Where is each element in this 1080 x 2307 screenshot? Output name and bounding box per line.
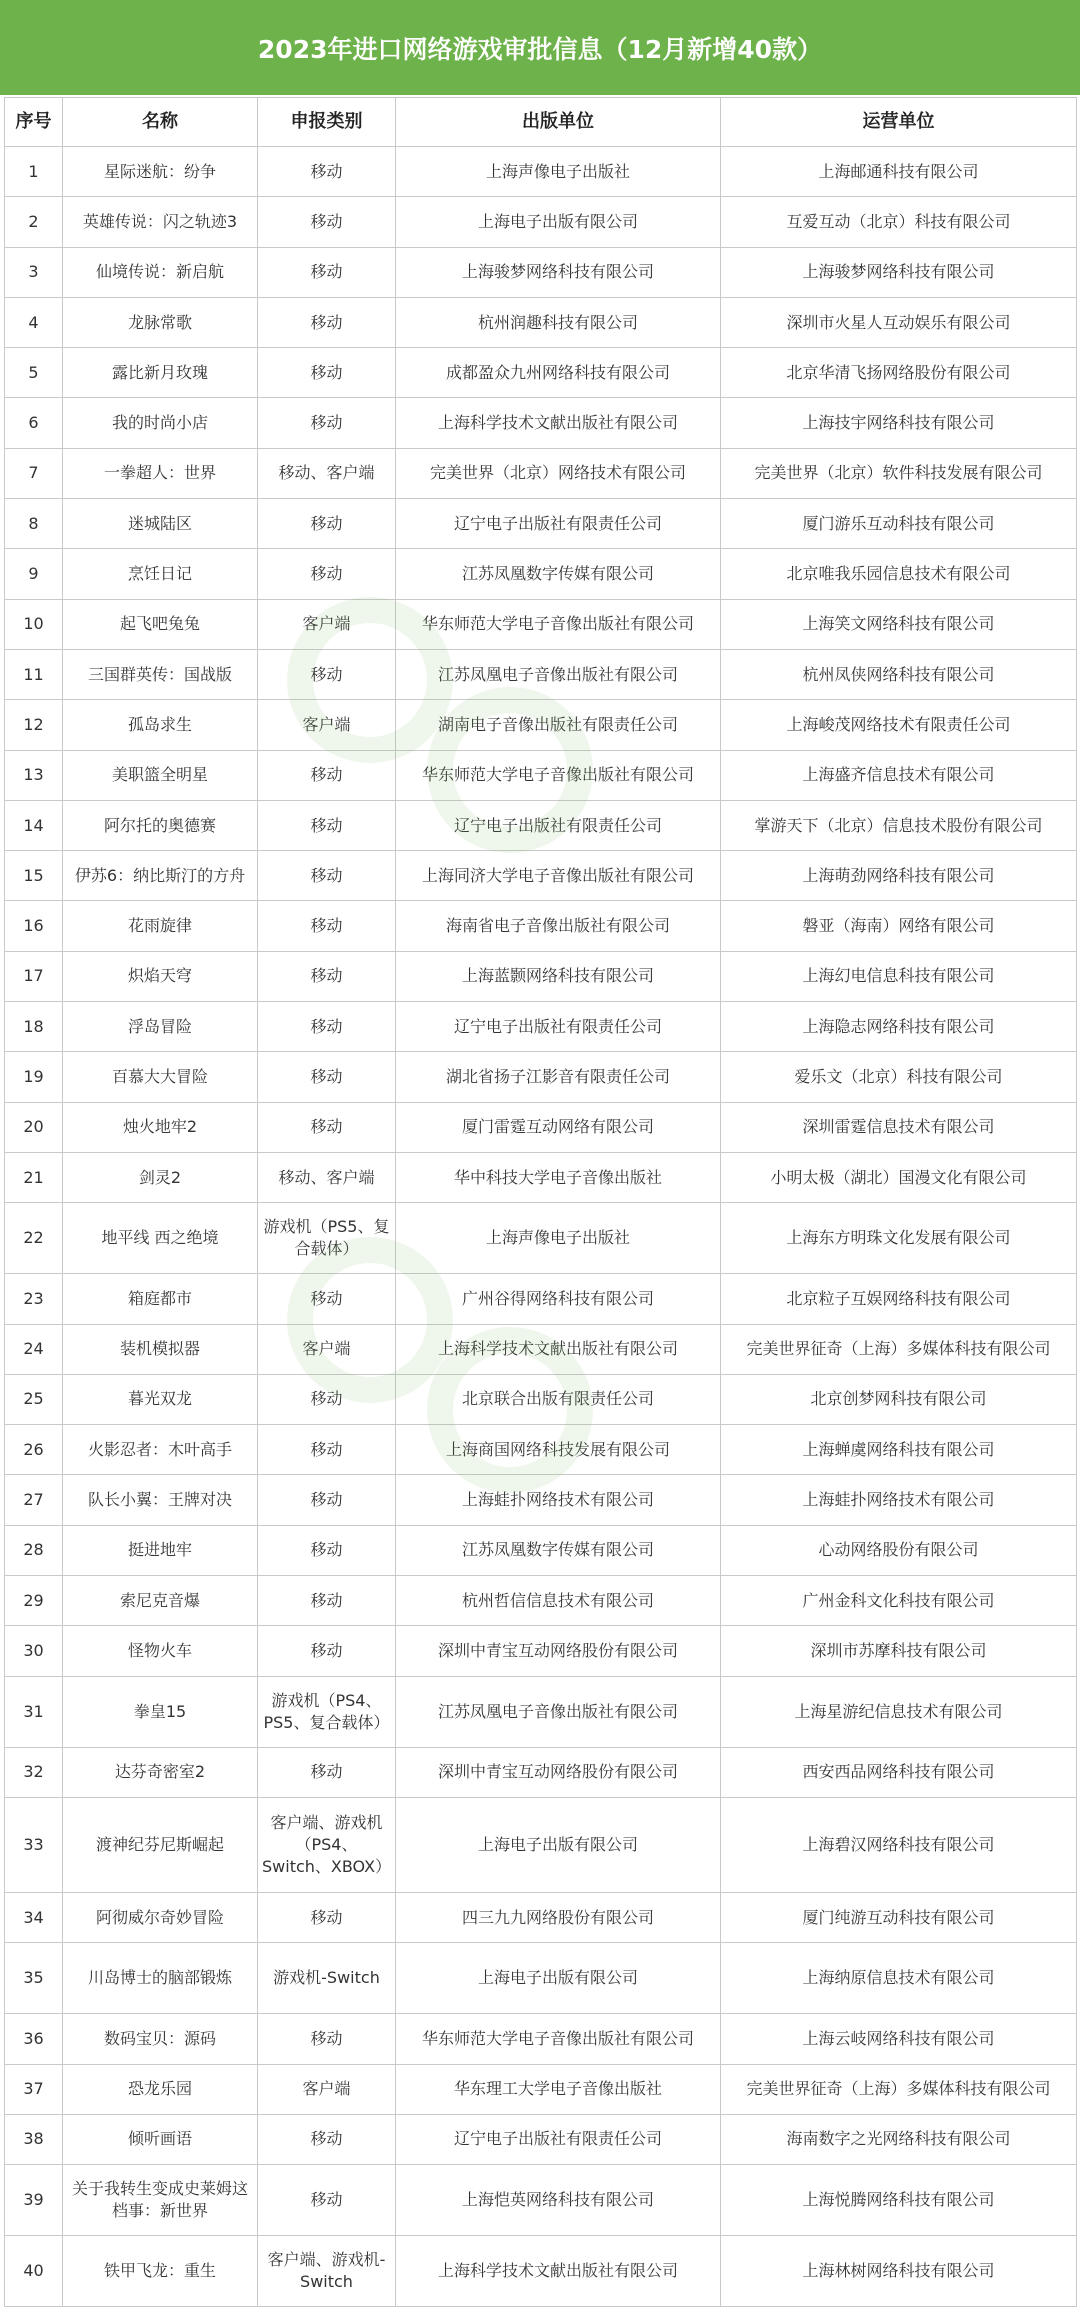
cell-operator: 海南数字之光网络科技有限公司	[721, 2114, 1077, 2164]
cell-category: 移动	[258, 297, 396, 347]
cell-name: 露比新月玫瑰	[63, 348, 258, 398]
cell-index: 30	[5, 1626, 63, 1676]
cell-category: 移动	[258, 1626, 396, 1676]
cell-operator: 上海峻茂网络技术有限责任公司	[721, 700, 1077, 750]
table-row	[5, 297, 1077, 347]
cell-category: 移动	[258, 247, 396, 297]
cell-operator: 北京华清飞扬网络股份有限公司	[721, 348, 1077, 398]
table-row	[5, 1747, 1077, 1797]
cell-publisher: 上海蓝颢网络科技有限公司	[396, 951, 721, 1001]
cell-operator: 爱乐文（北京）科技有限公司	[721, 1052, 1077, 1102]
cell-operator: 上海技宇网络科技有限公司	[721, 398, 1077, 448]
cell-category: 移动	[258, 348, 396, 398]
cell-publisher: 江苏凤凰数字传媒有限公司	[396, 549, 721, 599]
cell-operator: 上海邮通科技有限公司	[721, 147, 1077, 197]
header-category: 申报类别	[258, 98, 396, 147]
cell-operator: 上海蛙扑网络技术有限公司	[721, 1475, 1077, 1525]
cell-publisher: 广州谷得网络科技有限公司	[396, 1274, 721, 1324]
cell-operator: 上海纳原信息技术有限公司	[721, 1943, 1077, 2014]
cell-publisher: 华东理工大学电子音像出版社	[396, 2064, 721, 2114]
cell-publisher: 上海科学技术文献出版社有限公司	[396, 1324, 721, 1374]
cell-category: 移动	[258, 649, 396, 699]
cell-operator: 上海蝉虞网络科技有限公司	[721, 1425, 1077, 1475]
cell-publisher: 杭州润趣科技有限公司	[396, 297, 721, 347]
cell-operator: 小明太极（湖北）国漫文化有限公司	[721, 1152, 1077, 1202]
cell-name: 倾听画语	[63, 2114, 258, 2164]
cell-category: 移动	[258, 2014, 396, 2064]
table-body	[5, 147, 1077, 2307]
cell-name: 箱庭都市	[63, 1274, 258, 1324]
cell-publisher: 江苏凤凰电子音像出版社有限公司	[396, 649, 721, 699]
table-row	[5, 951, 1077, 1001]
table-row	[5, 1374, 1077, 1424]
cell-index: 11	[5, 649, 63, 699]
table-row	[5, 1676, 1077, 1747]
cell-publisher: 上海电子出版有限公司	[396, 1943, 721, 2014]
table-row	[5, 2236, 1077, 2307]
cell-index: 20	[5, 1102, 63, 1152]
cell-category: 客户端	[258, 1324, 396, 1374]
cell-publisher: 上海声像电子出版社	[396, 1203, 721, 1274]
table-row	[5, 851, 1077, 901]
cell-publisher: 上海声像电子出版社	[396, 147, 721, 197]
cell-publisher: 上海同济大学电子音像出版社有限公司	[396, 851, 721, 901]
table-row	[5, 700, 1077, 750]
cell-category: 移动	[258, 1475, 396, 1525]
cell-operator: 完美世界（北京）软件科技发展有限公司	[721, 448, 1077, 498]
table-row	[5, 1203, 1077, 1274]
table-row	[5, 2114, 1077, 2164]
cell-operator: 深圳市火星人互动娱乐有限公司	[721, 297, 1077, 347]
table-row	[5, 1525, 1077, 1575]
cell-index: 17	[5, 951, 63, 1001]
cell-index: 2	[5, 197, 63, 247]
cell-operator: 磐亚（海南）网络有限公司	[721, 901, 1077, 951]
cell-name: 花雨旋律	[63, 901, 258, 951]
cell-index: 5	[5, 348, 63, 398]
cell-operator: 深圳市苏摩科技有限公司	[721, 1626, 1077, 1676]
cell-operator: 上海云岐网络科技有限公司	[721, 2014, 1077, 2064]
cell-publisher: 上海科学技术文献出版社有限公司	[396, 2236, 721, 2307]
cell-operator: 完美世界征奇（上海）多媒体科技有限公司	[721, 2064, 1077, 2114]
cell-name: 地平线 西之绝境	[63, 1203, 258, 1274]
cell-publisher: 华中科技大学电子音像出版社	[396, 1152, 721, 1202]
cell-publisher: 深圳中青宝互动网络股份有限公司	[396, 1747, 721, 1797]
table-row	[5, 1274, 1077, 1324]
cell-index: 40	[5, 2236, 63, 2307]
cell-publisher: 四三九九网络股份有限公司	[396, 1892, 721, 1942]
cell-category: 移动	[258, 1525, 396, 1575]
cell-operator: 上海碧汉网络科技有限公司	[721, 1797, 1077, 1892]
cell-operator: 互爱互动（北京）科技有限公司	[721, 197, 1077, 247]
cell-category: 移动	[258, 2165, 396, 2236]
cell-name: 暮光双龙	[63, 1374, 258, 1424]
cell-name: 浮岛冒险	[63, 1002, 258, 1052]
game-approval-table	[4, 97, 1077, 2307]
header-name: 名称	[63, 98, 258, 147]
cell-name: 装机模拟器	[63, 1324, 258, 1374]
cell-index: 37	[5, 2064, 63, 2114]
cell-index: 18	[5, 1002, 63, 1052]
header-index: 序号	[5, 98, 63, 147]
cell-index: 23	[5, 1274, 63, 1324]
cell-publisher: 杭州哲信信息技术有限公司	[396, 1576, 721, 1626]
cell-publisher: 上海商国网络科技发展有限公司	[396, 1425, 721, 1475]
table-row	[5, 1475, 1077, 1525]
cell-category: 移动	[258, 1576, 396, 1626]
table-row	[5, 599, 1077, 649]
table-row	[5, 750, 1077, 800]
cell-name: 仙境传说：新启航	[63, 247, 258, 297]
cell-name: 拳皇15	[63, 1676, 258, 1747]
cell-publisher: 辽宁电子出版社有限责任公司	[396, 1002, 721, 1052]
table-row	[5, 1052, 1077, 1102]
cell-index: 26	[5, 1425, 63, 1475]
cell-index: 7	[5, 448, 63, 498]
cell-category: 游戏机-Switch	[258, 1943, 396, 2014]
cell-category: 移动	[258, 1002, 396, 1052]
cell-operator: 心动网络股份有限公司	[721, 1525, 1077, 1575]
cell-name: 百慕大大冒险	[63, 1052, 258, 1102]
cell-operator: 上海林树网络科技有限公司	[721, 2236, 1077, 2307]
cell-publisher: 华东师范大学电子音像出版社有限公司	[396, 750, 721, 800]
cell-index: 33	[5, 1797, 63, 1892]
table-row	[5, 2064, 1077, 2114]
cell-index: 39	[5, 2165, 63, 2236]
table-title: 2023年进口网络游戏审批信息（12月新增40款）	[0, 0, 1080, 97]
cell-publisher: 上海骏梦网络科技有限公司	[396, 247, 721, 297]
cell-category: 移动	[258, 750, 396, 800]
cell-name: 炽焰天穹	[63, 951, 258, 1001]
cell-index: 8	[5, 499, 63, 549]
cell-category: 游戏机（PS5、复合载体）	[258, 1203, 396, 1274]
cell-operator: 厦门纯游互动科技有限公司	[721, 1892, 1077, 1942]
cell-category: 客户端	[258, 2064, 396, 2114]
table-row	[5, 800, 1077, 850]
table-row	[5, 348, 1077, 398]
cell-name: 队长小翼：王牌对决	[63, 1475, 258, 1525]
table-row	[5, 398, 1077, 448]
cell-publisher: 上海恺英网络科技有限公司	[396, 2165, 721, 2236]
cell-name: 渡神纪芬尼斯崛起	[63, 1797, 258, 1892]
cell-name: 索尼克音爆	[63, 1576, 258, 1626]
cell-publisher: 成都盈众九州网络科技有限公司	[396, 348, 721, 398]
cell-operator: 北京创梦网科技有限公司	[721, 1374, 1077, 1424]
cell-publisher: 湖北省扬子江影音有限责任公司	[396, 1052, 721, 1102]
table-row	[5, 2014, 1077, 2064]
header-operator: 运营单位	[721, 98, 1077, 147]
cell-index: 6	[5, 398, 63, 448]
cell-index: 16	[5, 901, 63, 951]
header-row	[5, 98, 1077, 147]
cell-name: 川岛博士的脑部锻炼	[63, 1943, 258, 2014]
cell-index: 14	[5, 800, 63, 850]
cell-index: 31	[5, 1676, 63, 1747]
cell-publisher: 海南省电子音像出版社有限公司	[396, 901, 721, 951]
table-row	[5, 1324, 1077, 1374]
cell-name: 孤岛求生	[63, 700, 258, 750]
cell-category: 移动	[258, 1425, 396, 1475]
cell-publisher: 辽宁电子出版社有限责任公司	[396, 499, 721, 549]
cell-category: 移动	[258, 1102, 396, 1152]
cell-name: 三国群英传：国战版	[63, 649, 258, 699]
cell-category: 移动	[258, 1052, 396, 1102]
cell-category: 移动	[258, 398, 396, 448]
cell-name: 一拳超人：世界	[63, 448, 258, 498]
table-row	[5, 1626, 1077, 1676]
cell-index: 36	[5, 2014, 63, 2064]
table-row	[5, 649, 1077, 699]
cell-operator: 北京粒子互娱网络科技有限公司	[721, 1274, 1077, 1324]
cell-category: 移动	[258, 901, 396, 951]
cell-index: 9	[5, 549, 63, 599]
cell-publisher: 上海科学技术文献出版社有限公司	[396, 398, 721, 448]
table-row	[5, 448, 1077, 498]
cell-index: 24	[5, 1324, 63, 1374]
cell-index: 13	[5, 750, 63, 800]
table-row	[5, 1102, 1077, 1152]
cell-name: 关于我转生变成史莱姆这档事：新世界	[63, 2165, 258, 2236]
table-row	[5, 901, 1077, 951]
cell-publisher: 上海电子出版有限公司	[396, 197, 721, 247]
cell-category: 移动	[258, 1892, 396, 1942]
cell-name: 伊苏6：纳比斯汀的方舟	[63, 851, 258, 901]
cell-publisher: 上海电子出版有限公司	[396, 1797, 721, 1892]
cell-index: 15	[5, 851, 63, 901]
cell-publisher: 深圳中青宝互动网络股份有限公司	[396, 1626, 721, 1676]
cell-name: 烛火地牢2	[63, 1102, 258, 1152]
cell-name: 数码宝贝：源码	[63, 2014, 258, 2064]
cell-index: 38	[5, 2114, 63, 2164]
cell-category: 移动	[258, 499, 396, 549]
cell-category: 移动	[258, 549, 396, 599]
cell-category: 游戏机（PS4、PS5、复合载体）	[258, 1676, 396, 1747]
cell-category: 客户端、游戏机-Switch	[258, 2236, 396, 2307]
cell-name: 火影忍者：木叶高手	[63, 1425, 258, 1475]
table-row	[5, 247, 1077, 297]
cell-publisher: 湖南电子音像出版社有限责任公司	[396, 700, 721, 750]
cell-index: 1	[5, 147, 63, 197]
cell-name: 龙脉常歌	[63, 297, 258, 347]
header-publisher: 出版单位	[396, 98, 721, 147]
cell-operator: 厦门游乐互动科技有限公司	[721, 499, 1077, 549]
cell-name: 阿彻威尔奇妙冒险	[63, 1892, 258, 1942]
table-row	[5, 197, 1077, 247]
cell-index: 25	[5, 1374, 63, 1424]
cell-name: 达芬奇密室2	[63, 1747, 258, 1797]
cell-index: 35	[5, 1943, 63, 2014]
cell-index: 34	[5, 1892, 63, 1942]
cell-operator: 上海萌劲网络科技有限公司	[721, 851, 1077, 901]
table-row	[5, 2165, 1077, 2236]
cell-operator: 北京唯我乐园信息技术有限公司	[721, 549, 1077, 599]
table-row	[5, 549, 1077, 599]
cell-operator: 上海骏梦网络科技有限公司	[721, 247, 1077, 297]
cell-name: 起飞吧兔兔	[63, 599, 258, 649]
table-row	[5, 1002, 1077, 1052]
cell-index: 3	[5, 247, 63, 297]
table-row	[5, 1892, 1077, 1942]
cell-operator: 上海悦腾网络科技有限公司	[721, 2165, 1077, 2236]
cell-publisher: 辽宁电子出版社有限责任公司	[396, 800, 721, 850]
cell-index: 28	[5, 1525, 63, 1575]
cell-category: 移动	[258, 197, 396, 247]
table-row	[5, 1576, 1077, 1626]
cell-category: 移动	[258, 951, 396, 1001]
cell-publisher: 完美世界（北京）网络技术有限公司	[396, 448, 721, 498]
cell-publisher: 华东师范大学电子音像出版社有限公司	[396, 599, 721, 649]
cell-operator: 完美世界征奇（上海）多媒体科技有限公司	[721, 1324, 1077, 1374]
cell-publisher: 辽宁电子出版社有限责任公司	[396, 2114, 721, 2164]
cell-operator: 深圳雷霆信息技术有限公司	[721, 1102, 1077, 1152]
cell-category: 移动	[258, 1274, 396, 1324]
cell-operator: 西安西品网络科技有限公司	[721, 1747, 1077, 1797]
cell-category: 客户端、游戏机（PS4、Switch、XBOX）	[258, 1797, 396, 1892]
table-row	[5, 1797, 1077, 1892]
cell-category: 移动	[258, 1747, 396, 1797]
cell-operator: 上海隐志网络科技有限公司	[721, 1002, 1077, 1052]
cell-category: 移动、客户端	[258, 1152, 396, 1202]
cell-name: 挺进地牢	[63, 1525, 258, 1575]
cell-index: 12	[5, 700, 63, 750]
cell-index: 4	[5, 297, 63, 347]
cell-operator: 上海星游纪信息技术有限公司	[721, 1676, 1077, 1747]
cell-operator: 上海东方明珠文化发展有限公司	[721, 1203, 1077, 1274]
cell-category: 移动	[258, 800, 396, 850]
table-row	[5, 1425, 1077, 1475]
cell-name: 我的时尚小店	[63, 398, 258, 448]
cell-operator: 掌游天下（北京）信息技术股份有限公司	[721, 800, 1077, 850]
table-row	[5, 147, 1077, 197]
cell-name: 恐龙乐园	[63, 2064, 258, 2114]
cell-index: 22	[5, 1203, 63, 1274]
cell-category: 移动	[258, 2114, 396, 2164]
cell-publisher: 北京联合出版有限责任公司	[396, 1374, 721, 1424]
cell-name: 迷城陆区	[63, 499, 258, 549]
cell-name: 美职篮全明星	[63, 750, 258, 800]
cell-operator: 杭州凤侠网络科技有限公司	[721, 649, 1077, 699]
cell-name: 阿尔托的奥德赛	[63, 800, 258, 850]
cell-name: 铁甲飞龙：重生	[63, 2236, 258, 2307]
table-row	[5, 1152, 1077, 1202]
table-row	[5, 1943, 1077, 2014]
cell-publisher: 江苏凤凰电子音像出版社有限公司	[396, 1676, 721, 1747]
cell-name: 怪物火车	[63, 1626, 258, 1676]
cell-name: 剑灵2	[63, 1152, 258, 1202]
cell-category: 客户端	[258, 700, 396, 750]
cell-operator: 上海幻电信息科技有限公司	[721, 951, 1077, 1001]
cell-index: 32	[5, 1747, 63, 1797]
cell-index: 27	[5, 1475, 63, 1525]
cell-name: 星际迷航：纷争	[63, 147, 258, 197]
cell-publisher: 上海蛙扑网络技术有限公司	[396, 1475, 721, 1525]
cell-operator: 上海笑文网络科技有限公司	[721, 599, 1077, 649]
cell-index: 21	[5, 1152, 63, 1202]
cell-category: 移动、客户端	[258, 448, 396, 498]
cell-category: 客户端	[258, 599, 396, 649]
cell-category: 移动	[258, 147, 396, 197]
cell-category: 移动	[258, 1374, 396, 1424]
cell-index: 19	[5, 1052, 63, 1102]
cell-publisher: 厦门雷霆互动网络有限公司	[396, 1102, 721, 1152]
table-row	[5, 499, 1077, 549]
cell-category: 移动	[258, 851, 396, 901]
cell-operator: 广州金科文化科技有限公司	[721, 1576, 1077, 1626]
cell-name: 英雄传说：闪之轨迹3	[63, 197, 258, 247]
cell-index: 29	[5, 1576, 63, 1626]
cell-operator: 上海盛齐信息技术有限公司	[721, 750, 1077, 800]
cell-publisher: 华东师范大学电子音像出版社有限公司	[396, 2014, 721, 2064]
cell-name: 烹饪日记	[63, 549, 258, 599]
cell-index: 10	[5, 599, 63, 649]
cell-publisher: 江苏凤凰数字传媒有限公司	[396, 1525, 721, 1575]
